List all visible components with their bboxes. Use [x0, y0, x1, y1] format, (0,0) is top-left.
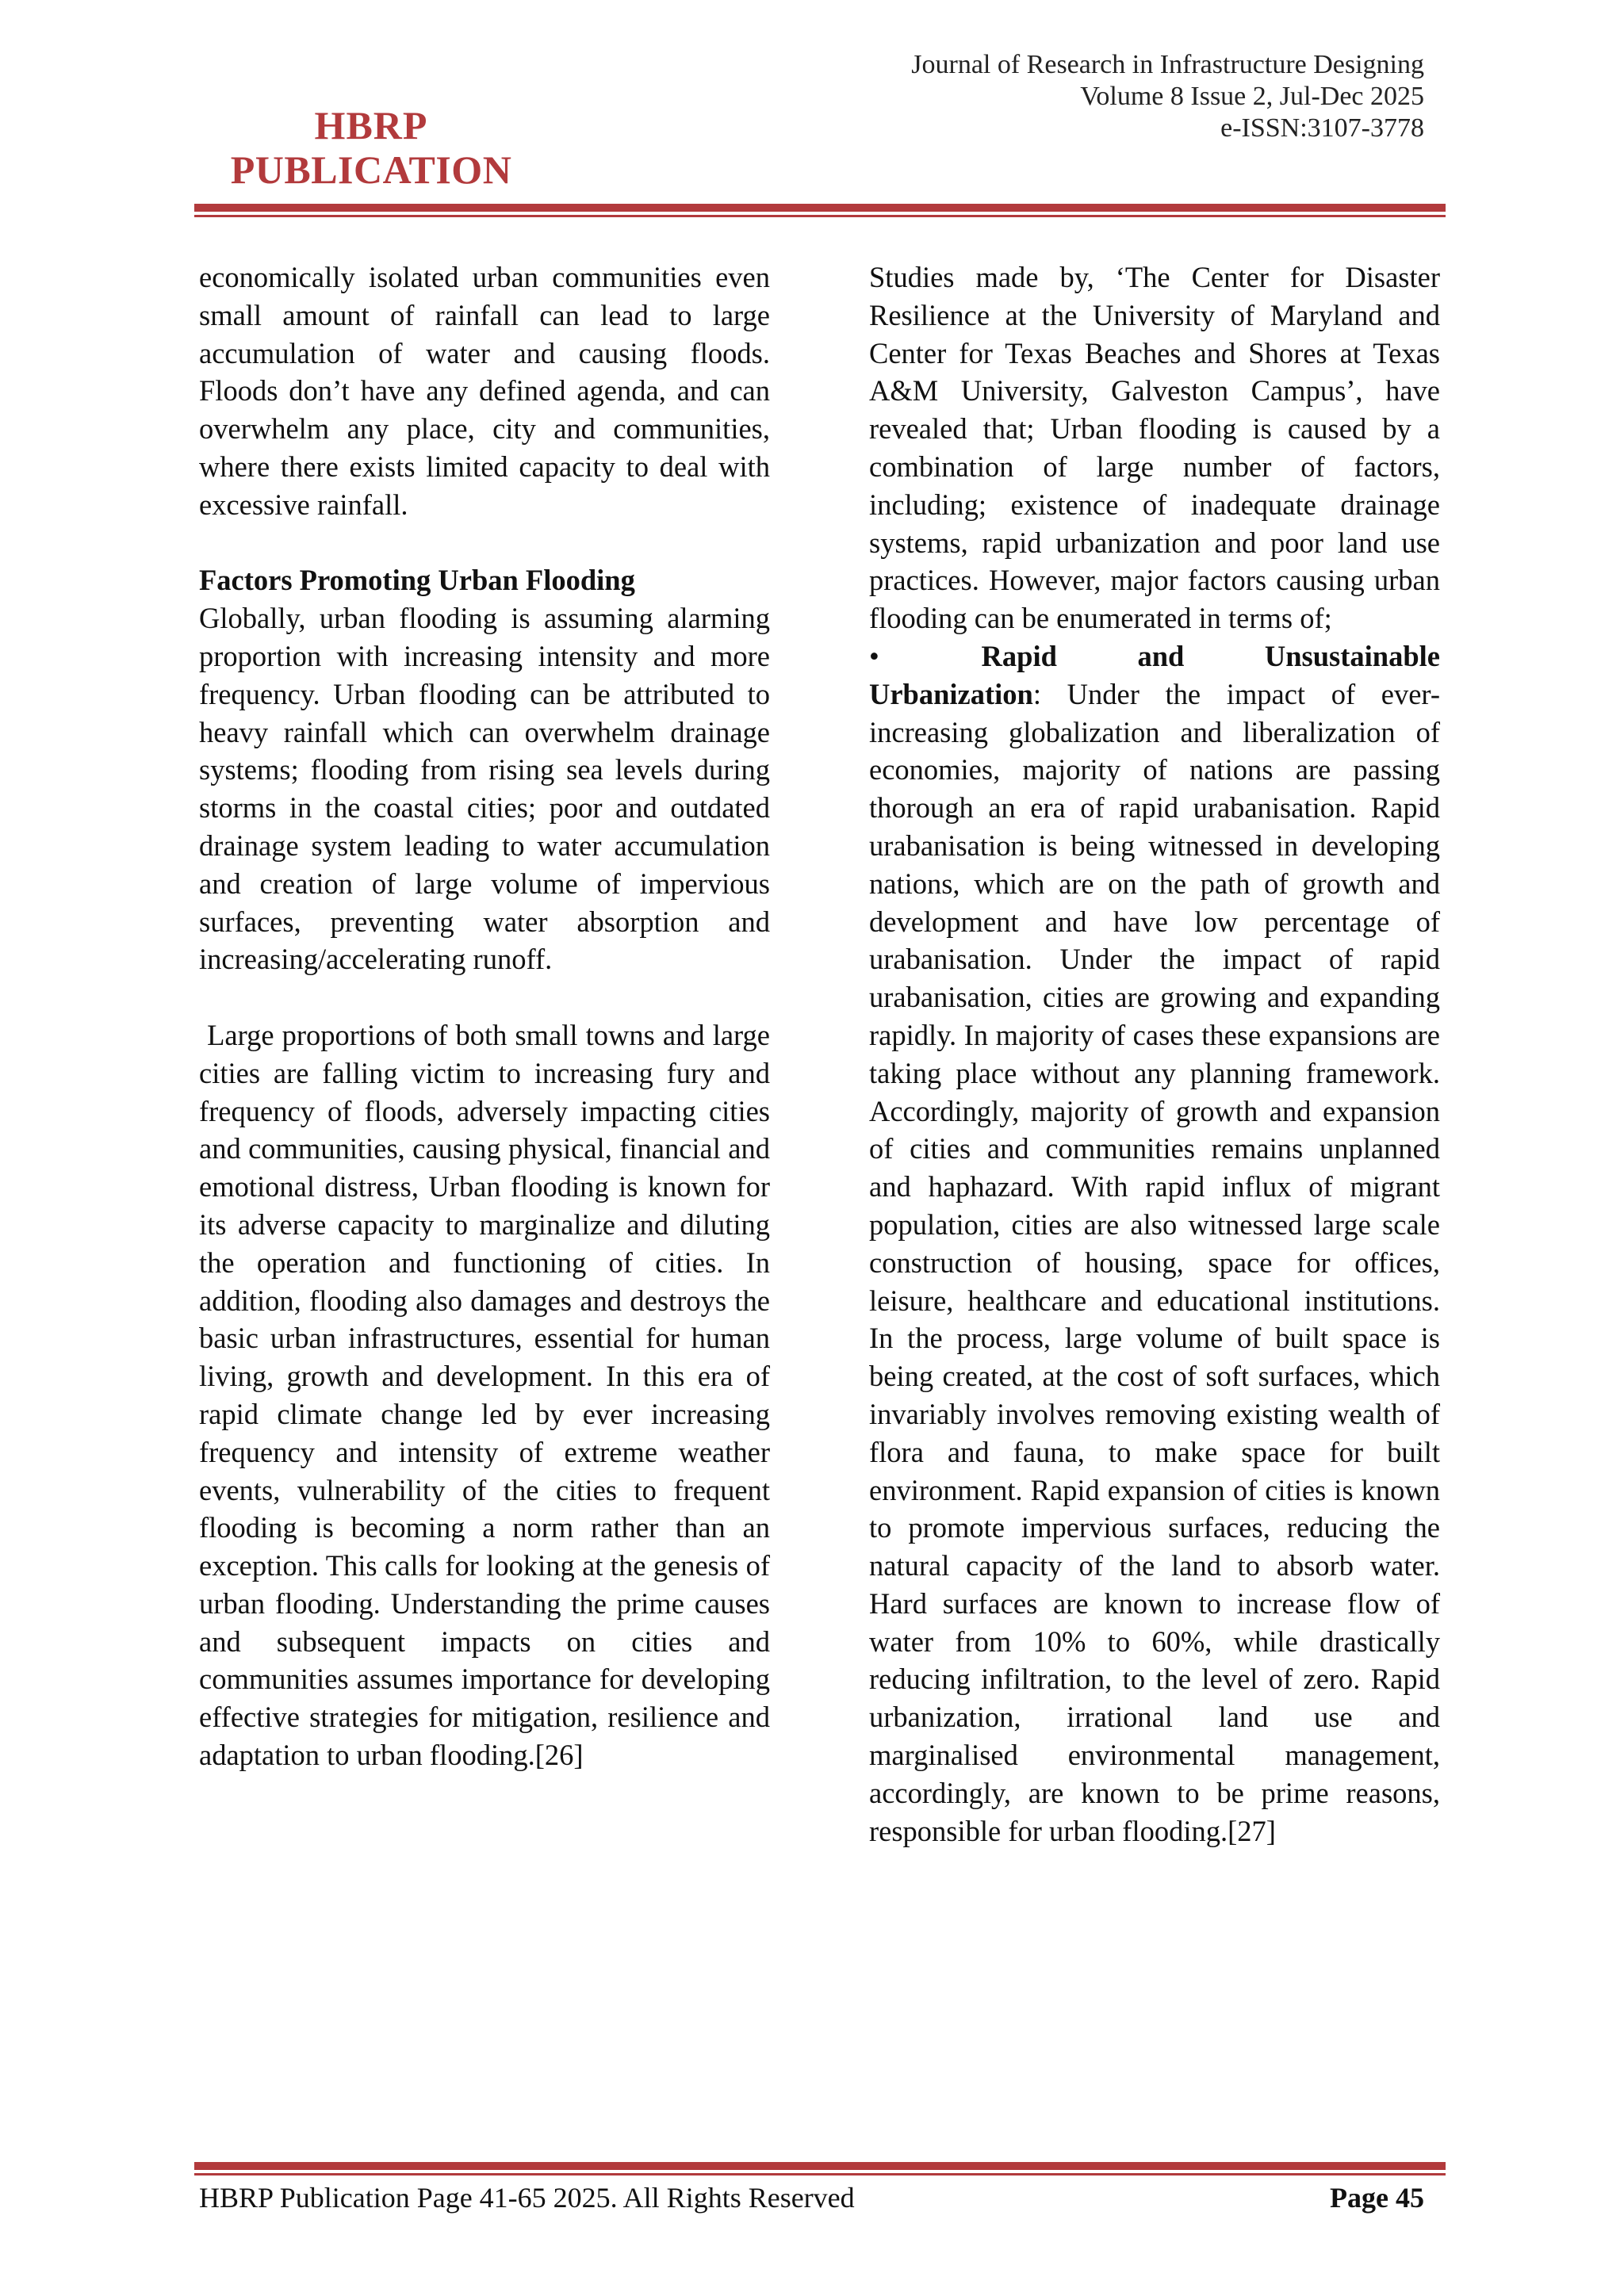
- section-heading: Factors Promoting Urban Flooding: [199, 564, 635, 597]
- bullet-heading-urbanization: Urbanization: [869, 677, 1033, 710]
- left-column: [199, 258, 778, 1774]
- bullet-heading-word-and: and: [1137, 639, 1185, 672]
- left-paragraph-2: Globally, urban flooding is assuming alarming proportion with increasing intensity and more frequency. Urban flooding can be attributed to heavy rainfall which can overwhelm drainage systems; flooding from rising sea levels during storms in the coastal cities; poor and outdated drainage system leading to water accumulation and creation of large volume of impervious surfaces, preventing water absorption and increasing/accelerating runoff.: [199, 602, 770, 976]
- right-column: [869, 258, 1440, 1850]
- bullet-text: : Under the impact of ever-increasing globalization and liberalization of economies, majority of nations are passing thorough an era of rapid urabanisation. Rapid urabanisation is being witnessed in developing nations, which are on the path of growth and development and have low percentage of urabanisation. Under the impact of rapid urabanisation, cities are growing and expanding rapidly. In majority of cases these expansions are taking place without any planning framework. Accordingly, majority of growth and expansion of cities and communities remains unplanned and haphazard. With rapid influx of migrant population, cities are also witnessed large scale construction of housing, space for offices, leisure, healthcare and educational institutions. In the process, large volume of built space is being created, at the cost of soft surfaces, which invariably involves removing existing wealth of flora and fauna, to make space for built environment. Rapid expansion of cities is known to promote impervious surfaces, reducing the natural capacity of the land to absorb water. Hard surfaces are known to increase flow of water from 10% to 60%, while drastically reducing infiltration, to the level of zero. Rapid urbanization, irrational land use and marginalised environmental management, accordingly, are known to be prime reasons, responsible for urban flooding.[27]: [869, 677, 1440, 1847]
- page-number: Page 45: [1330, 2182, 1424, 2214]
- journal-volume: Volume 8 Issue 2, Jul-Dec 2025: [1080, 82, 1424, 111]
- paragraph-gap: [199, 978, 770, 1016]
- journal-info: [911, 49, 1424, 144]
- bullet-heading-word-unsustainable: Unsustainable: [1264, 639, 1440, 672]
- bullet-heading-word-rapid: Rapid: [981, 639, 1057, 672]
- header-divider-thick: [194, 204, 1446, 212]
- paragraph-gap: [199, 524, 770, 562]
- logo-line-publication: PUBLICATION: [230, 147, 512, 192]
- publisher-logo: [220, 103, 522, 192]
- footer-divider-thick: [194, 2162, 1446, 2170]
- left-paragraph-1: economically isolated urban communities even small amount of rainfall can lead to large accumulation of water and causing floods. Floods don’t have any defined agenda, and can overwhelm any place, city and communities, where there exists limited capacity to deal with excessive rainfall.: [199, 261, 770, 521]
- logo-line-hbrp: HBRP: [314, 103, 428, 147]
- bullet-body: [869, 675, 1440, 1850]
- bullet-heading: [869, 637, 1440, 675]
- header-divider-thin: [194, 215, 1446, 217]
- footer-copyright: HBRP Publication Page 41-65 2025. All Rights Reserved: [199, 2182, 855, 2214]
- bullet-icon: •: [869, 639, 879, 672]
- right-paragraph-1: Studies made by, ‘The Center for Disaster Resilience at the University of Maryland and Center for Texas Beaches and Shores at Texas A&M University, Galveston Campus’, have revealed that; Urban flooding is caused by a combination of large number of factors, including; existence of inadequate drainage systems, rapid urbanization and poor land use practices. However, major factors causing urban flooding can be enumerated in terms of;: [869, 261, 1440, 635]
- left-paragraph-3: Large proportions of both small towns and large cities are falling victim to increasing fury and frequency of floods, adversely impacting cities and communities, causing physical, financial and emotional distress, Urban flooding is known for its adverse capacity to marginalize and diluting the operation and functioning of cities. In addition, flooding also damages and destroys the basic urban infrastructures, essential for human living, growth and development. In this era of rapid climate change led by ever increasing frequency and intensity of extreme weather events, vulnerability of the cities to frequent flooding is becoming a norm rather than an exception. This calls for looking at the genesis of urban flooding. Understanding the prime causes and subsequent impacts on cities and communities assumes importance for developing effective strategies for mitigation, resilience and adaptation to urban flooding.[26]: [199, 1018, 778, 1772]
- journal-name: Journal of Research in Infrastructure Designing: [911, 50, 1424, 79]
- journal-issn: e-ISSN:3107-3778: [1220, 113, 1424, 143]
- footer-divider-thin: [194, 2173, 1446, 2175]
